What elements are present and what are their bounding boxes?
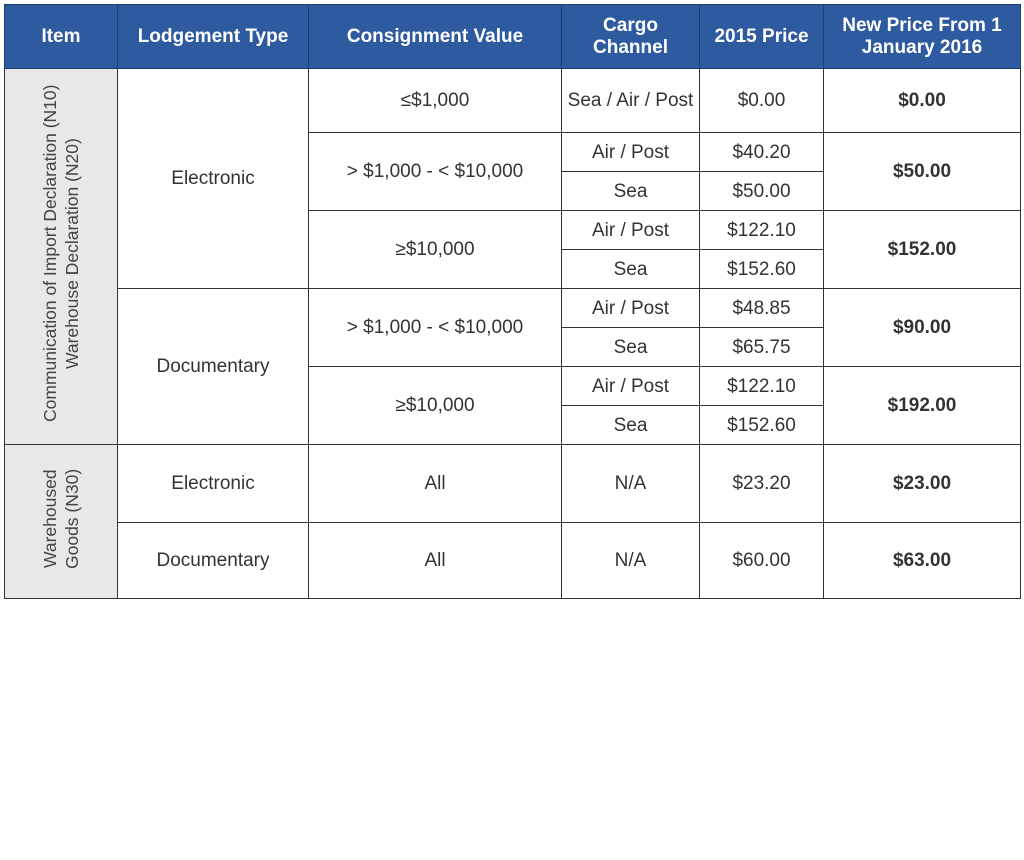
lodgement-type-cell: Electronic: [118, 69, 309, 289]
cargo-channel-cell: Sea: [562, 172, 700, 211]
new-price-cell: $50.00: [824, 133, 1021, 211]
table-row: [5, 445, 1021, 523]
table-row: [5, 289, 1021, 328]
consignment-value-cell: ≥$10,000: [309, 367, 562, 445]
cargo-channel-cell: N/A: [562, 523, 700, 599]
new-price-cell: $0.00: [824, 69, 1021, 133]
price-2015-cell: $152.60: [700, 250, 824, 289]
lodgement-type-cell: Electronic: [118, 445, 309, 523]
cargo-channel-cell: Sea: [562, 250, 700, 289]
item-label: Warehoused Goods (N30): [40, 468, 82, 569]
price-2015-cell: $48.85: [700, 289, 824, 328]
new-price-cell: $63.00: [824, 523, 1021, 599]
table-row: [5, 69, 1021, 133]
cargo-channel-cell: Air / Post: [562, 367, 700, 406]
cargo-channel-cell: Air / Post: [562, 133, 700, 172]
new-price-cell: $152.00: [824, 211, 1021, 289]
consignment-value-cell: > $1,000 - < $10,000: [309, 289, 562, 367]
price-2015-cell: $23.20: [700, 445, 824, 523]
price-2015-cell: $122.10: [700, 367, 824, 406]
lodgement-type-cell: Documentary: [118, 523, 309, 599]
cargo-channel-cell: Sea: [562, 406, 700, 445]
consignment-value-cell: > $1,000 - < $10,000: [309, 133, 562, 211]
price-2015-cell: $40.20: [700, 133, 824, 172]
item-cell-n30: [5, 445, 118, 599]
fee-table: [4, 4, 1021, 599]
cargo-channel-cell: Sea: [562, 328, 700, 367]
consignment-value-cell: All: [309, 445, 562, 523]
price-2015-cell: $65.75: [700, 328, 824, 367]
price-2015-cell: $152.60: [700, 406, 824, 445]
header-2015-price: 2015 Price: [700, 5, 824, 69]
header-item: Item: [5, 5, 118, 69]
price-2015-cell: $0.00: [700, 69, 824, 133]
consignment-value-cell: ≤$1,000: [309, 69, 562, 133]
item-label: Communication of Import Declaration (N10) Warehouse Declaration (N20): [40, 84, 82, 423]
header-row: [5, 5, 1021, 69]
price-2015-cell: $122.10: [700, 211, 824, 250]
price-2015-cell: $60.00: [700, 523, 824, 599]
cargo-channel-cell: Sea / Air / Post: [562, 69, 700, 133]
new-price-cell: $192.00: [824, 367, 1021, 445]
cargo-channel-cell: N/A: [562, 445, 700, 523]
header-new-price: New Price From 1 January 2016: [824, 5, 1021, 69]
consignment-value-cell: All: [309, 523, 562, 599]
item-cell-n10-n20: [5, 69, 118, 445]
table-row: [5, 523, 1021, 599]
new-price-cell: $90.00: [824, 289, 1021, 367]
price-2015-cell: $50.00: [700, 172, 824, 211]
header-consignment-value: Consignment Value: [309, 5, 562, 69]
cargo-channel-cell: Air / Post: [562, 211, 700, 250]
cargo-channel-cell: Air / Post: [562, 289, 700, 328]
header-lodgement-type: Lodgement Type: [118, 5, 309, 69]
header-cargo-channel: Cargo Channel: [562, 5, 700, 69]
consignment-value-cell: ≥$10,000: [309, 211, 562, 289]
new-price-cell: $23.00: [824, 445, 1021, 523]
lodgement-type-cell: Documentary: [118, 289, 309, 445]
